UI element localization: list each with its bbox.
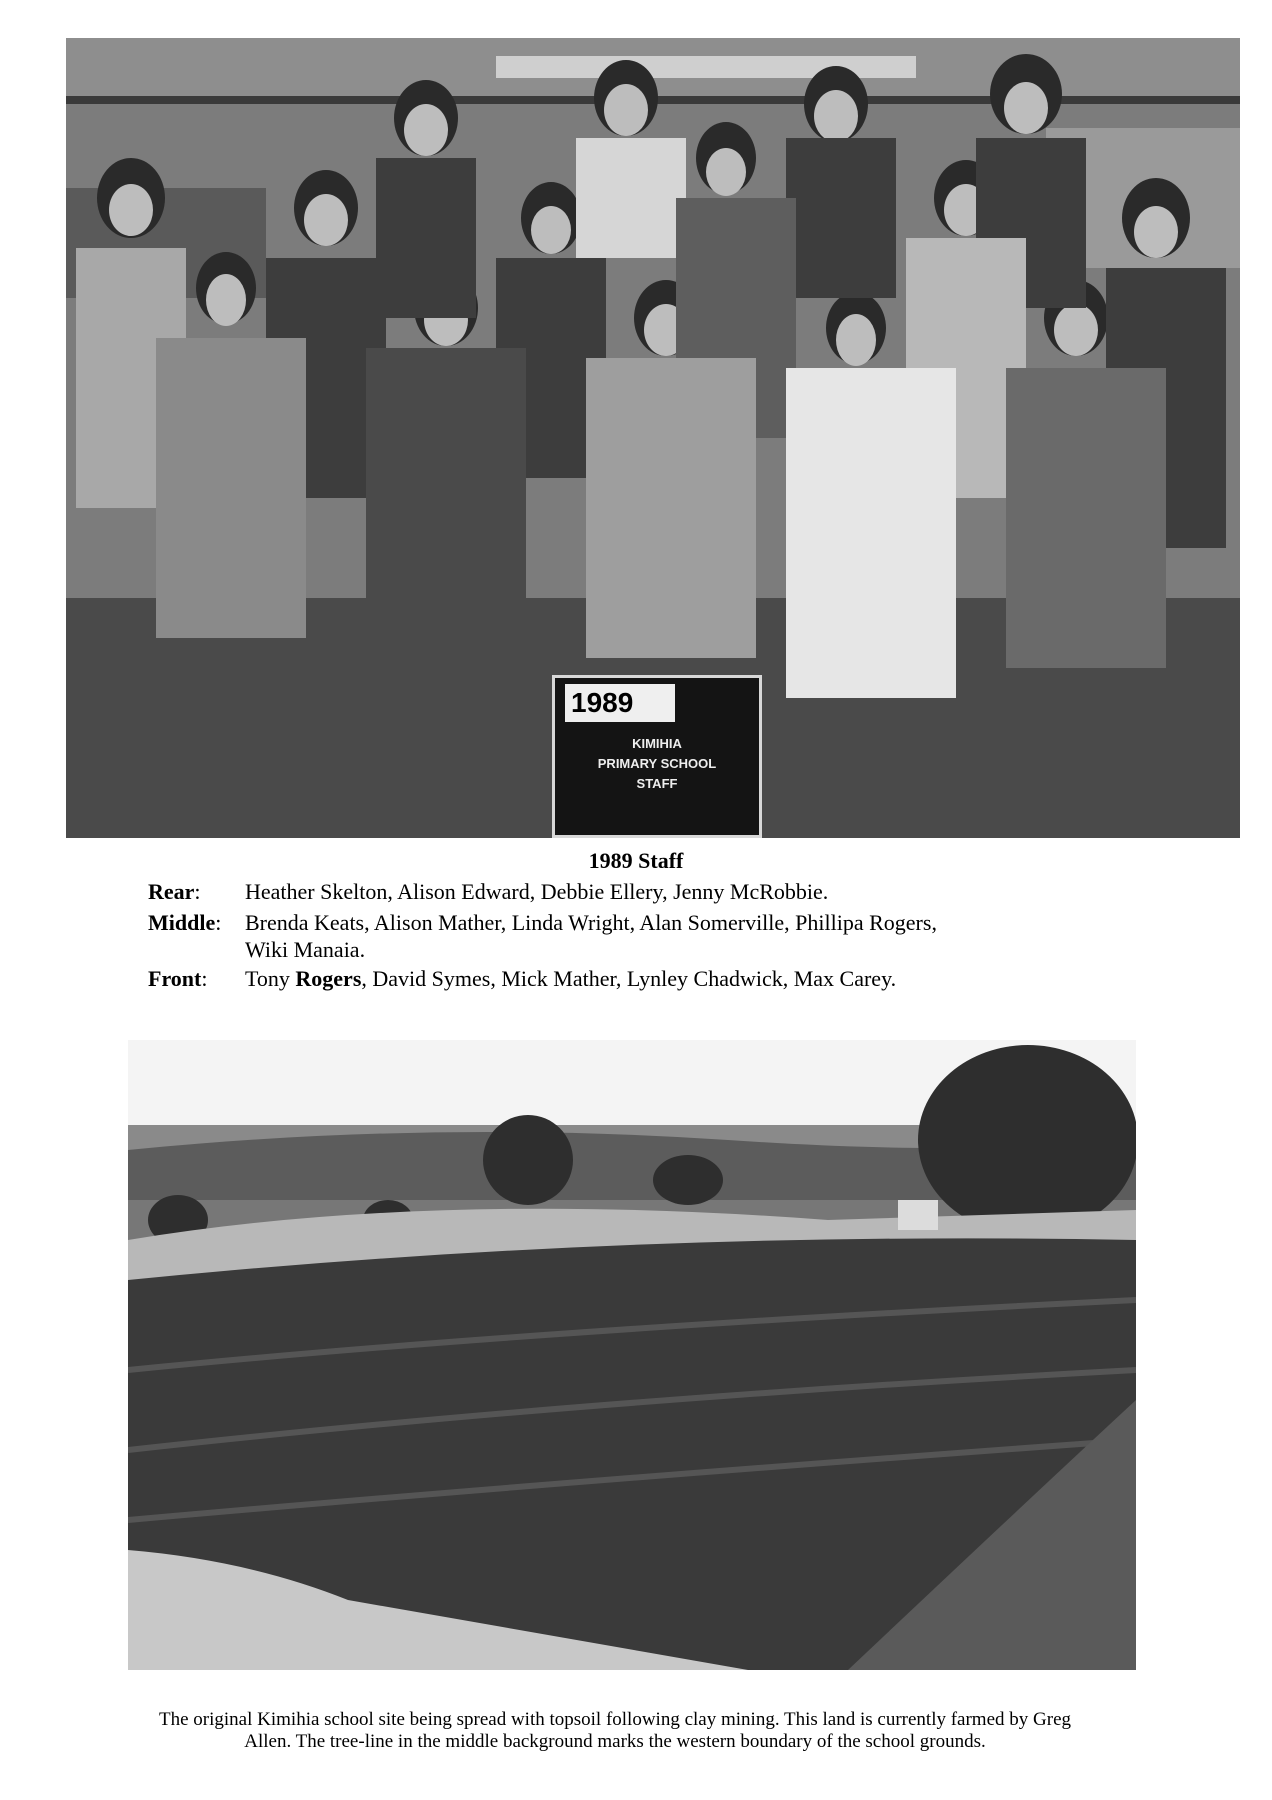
site-photo-caption bbox=[60, 1709, 1170, 1753]
sign-year: 1989 bbox=[565, 684, 675, 722]
caption-line-1: The original Kimihia school site being spread with topsoil following clay mining. This land is currently farmed by Greg bbox=[159, 1709, 1071, 1730]
front-names: Tony Rogers, David Symes, Mick Mather, Lynley Chadwick, Max Carey. bbox=[245, 966, 897, 991]
staff-photo bbox=[66, 38, 1240, 838]
rear-names: Heather Skelton, Alison Edward, Debbie Ellery, Jenny McRobbie. bbox=[245, 879, 829, 904]
sign-line-1: KIMIHIA bbox=[632, 736, 682, 751]
rear-label: Rear: bbox=[148, 879, 201, 904]
middle-label: Middle: bbox=[148, 910, 222, 935]
front-label: Front: bbox=[148, 966, 208, 991]
caption-line-2: Allen. The tree-line in the middle background marks the western boundary of the school grounds. bbox=[244, 1731, 986, 1752]
sign-line-3: STAFF bbox=[636, 776, 678, 791]
staff-sign bbox=[552, 675, 762, 838]
middle-names-continued: Wiki Manaia. bbox=[245, 937, 366, 962]
sign-line-2: PRIMARY SCHOOL bbox=[597, 756, 717, 771]
site-photo bbox=[128, 1040, 1136, 1670]
caption-title: 1989 Staff bbox=[588, 848, 684, 873]
middle-names: Brenda Keats, Alison Mather, Linda Wright, Alan Somerville, Phillipa Rogers, bbox=[245, 910, 937, 935]
